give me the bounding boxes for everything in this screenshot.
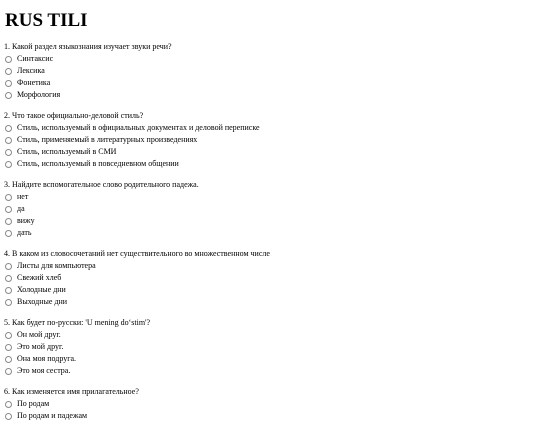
- answer-label: Выходные дни: [17, 297, 68, 306]
- answer-option[interactable]: [4, 122, 534, 134]
- answer-label: Он мой друг.: [17, 330, 61, 339]
- answer-option[interactable]: [4, 215, 534, 227]
- quiz-form: [4, 41, 534, 431]
- answer-option[interactable]: [4, 53, 534, 65]
- answer-label: Стиль, используемый в СМИ: [17, 147, 117, 156]
- question-text: 3. Найдите вспомогательное слово родительного падежа.: [4, 180, 199, 189]
- answer-option[interactable]: [4, 191, 534, 203]
- answer-label: Лексика: [17, 66, 45, 75]
- radio-button[interactable]: [5, 68, 12, 75]
- radio-button[interactable]: [5, 368, 12, 375]
- answer-option[interactable]: [4, 158, 534, 170]
- answer-label: дать: [17, 228, 32, 237]
- answer-option[interactable]: [4, 353, 534, 365]
- answer-option[interactable]: [4, 203, 534, 215]
- answer-option[interactable]: [4, 341, 534, 353]
- question-text: 4. В каком из словосочетаний нет существительного во множественном числе: [4, 249, 270, 258]
- answer-label: Это моя сестра.: [17, 366, 71, 375]
- question-4: [4, 248, 534, 308]
- radio-button[interactable]: [5, 206, 12, 213]
- radio-button[interactable]: [5, 332, 12, 339]
- answer-label: Листы для компьютера: [17, 261, 96, 270]
- answer-label: Фонетика: [17, 78, 51, 87]
- radio-button[interactable]: [5, 137, 12, 144]
- radio-button[interactable]: [5, 299, 12, 306]
- answer-option[interactable]: [4, 146, 534, 158]
- radio-button[interactable]: [5, 230, 12, 237]
- answer-label: Стиль, применяемый в литературных произведениях: [17, 135, 198, 144]
- answer-label: нет: [17, 192, 29, 201]
- radio-button[interactable]: [5, 218, 12, 225]
- answer-option[interactable]: [4, 134, 534, 146]
- answer-label: да: [17, 204, 25, 213]
- answer-label: Это мой друг.: [17, 342, 64, 351]
- answer-option[interactable]: [4, 260, 534, 272]
- answer-label: Она моя подруга.: [17, 354, 77, 363]
- answer-option[interactable]: [4, 398, 534, 410]
- question-1: [4, 41, 534, 101]
- question-5: [4, 317, 534, 377]
- answer-option[interactable]: [4, 284, 534, 296]
- radio-button[interactable]: [5, 275, 12, 282]
- answer-label: Синтаксис: [17, 54, 54, 63]
- answer-label: Свежий хлеб: [17, 273, 62, 282]
- answer-label: вижу: [17, 216, 35, 225]
- answer-label: Холодные дни: [17, 285, 66, 294]
- answer-label: Стиль, используемый в официальных документах и деловой переписке: [17, 123, 260, 132]
- radio-button[interactable]: [5, 401, 12, 408]
- answer-option[interactable]: [4, 77, 534, 89]
- answer-label: Морфология: [17, 90, 61, 99]
- answer-label: Стиль, используемый в повседневном общении: [17, 159, 179, 168]
- page-title: RUS TILI: [5, 10, 88, 31]
- question-2: [4, 110, 534, 170]
- radio-button[interactable]: [5, 287, 12, 294]
- answer-option[interactable]: [4, 65, 534, 77]
- answer-option[interactable]: [4, 272, 534, 284]
- radio-button[interactable]: [5, 194, 12, 201]
- radio-button[interactable]: [5, 413, 12, 420]
- answer-option[interactable]: [4, 365, 534, 377]
- radio-button[interactable]: [5, 56, 12, 63]
- question-text: 1. Какой раздел языкознания изучает звуки речи?: [4, 42, 172, 51]
- question-6: [4, 386, 534, 422]
- answer-option[interactable]: [4, 410, 534, 422]
- answer-option[interactable]: [4, 329, 534, 341]
- answer-label: По родам: [17, 399, 50, 408]
- question-text: 6. Как изменяется имя прилагательное?: [4, 387, 139, 396]
- radio-button[interactable]: [5, 149, 12, 156]
- radio-button[interactable]: [5, 161, 12, 168]
- radio-button[interactable]: [5, 263, 12, 270]
- answer-label: По родам и падежам: [17, 411, 88, 420]
- question-text: 2. Что такое официально-деловой стиль?: [4, 111, 144, 120]
- radio-button[interactable]: [5, 344, 12, 351]
- radio-button[interactable]: [5, 80, 12, 87]
- radio-button[interactable]: [5, 356, 12, 363]
- answer-option[interactable]: [4, 296, 534, 308]
- answer-option[interactable]: [4, 227, 534, 239]
- question-text: 5. Как будет по-русски: 'U mening do‘stim'?: [4, 318, 151, 327]
- radio-button[interactable]: [5, 125, 12, 132]
- radio-button[interactable]: [5, 92, 12, 99]
- question-3: [4, 179, 534, 239]
- answer-option[interactable]: [4, 89, 534, 101]
